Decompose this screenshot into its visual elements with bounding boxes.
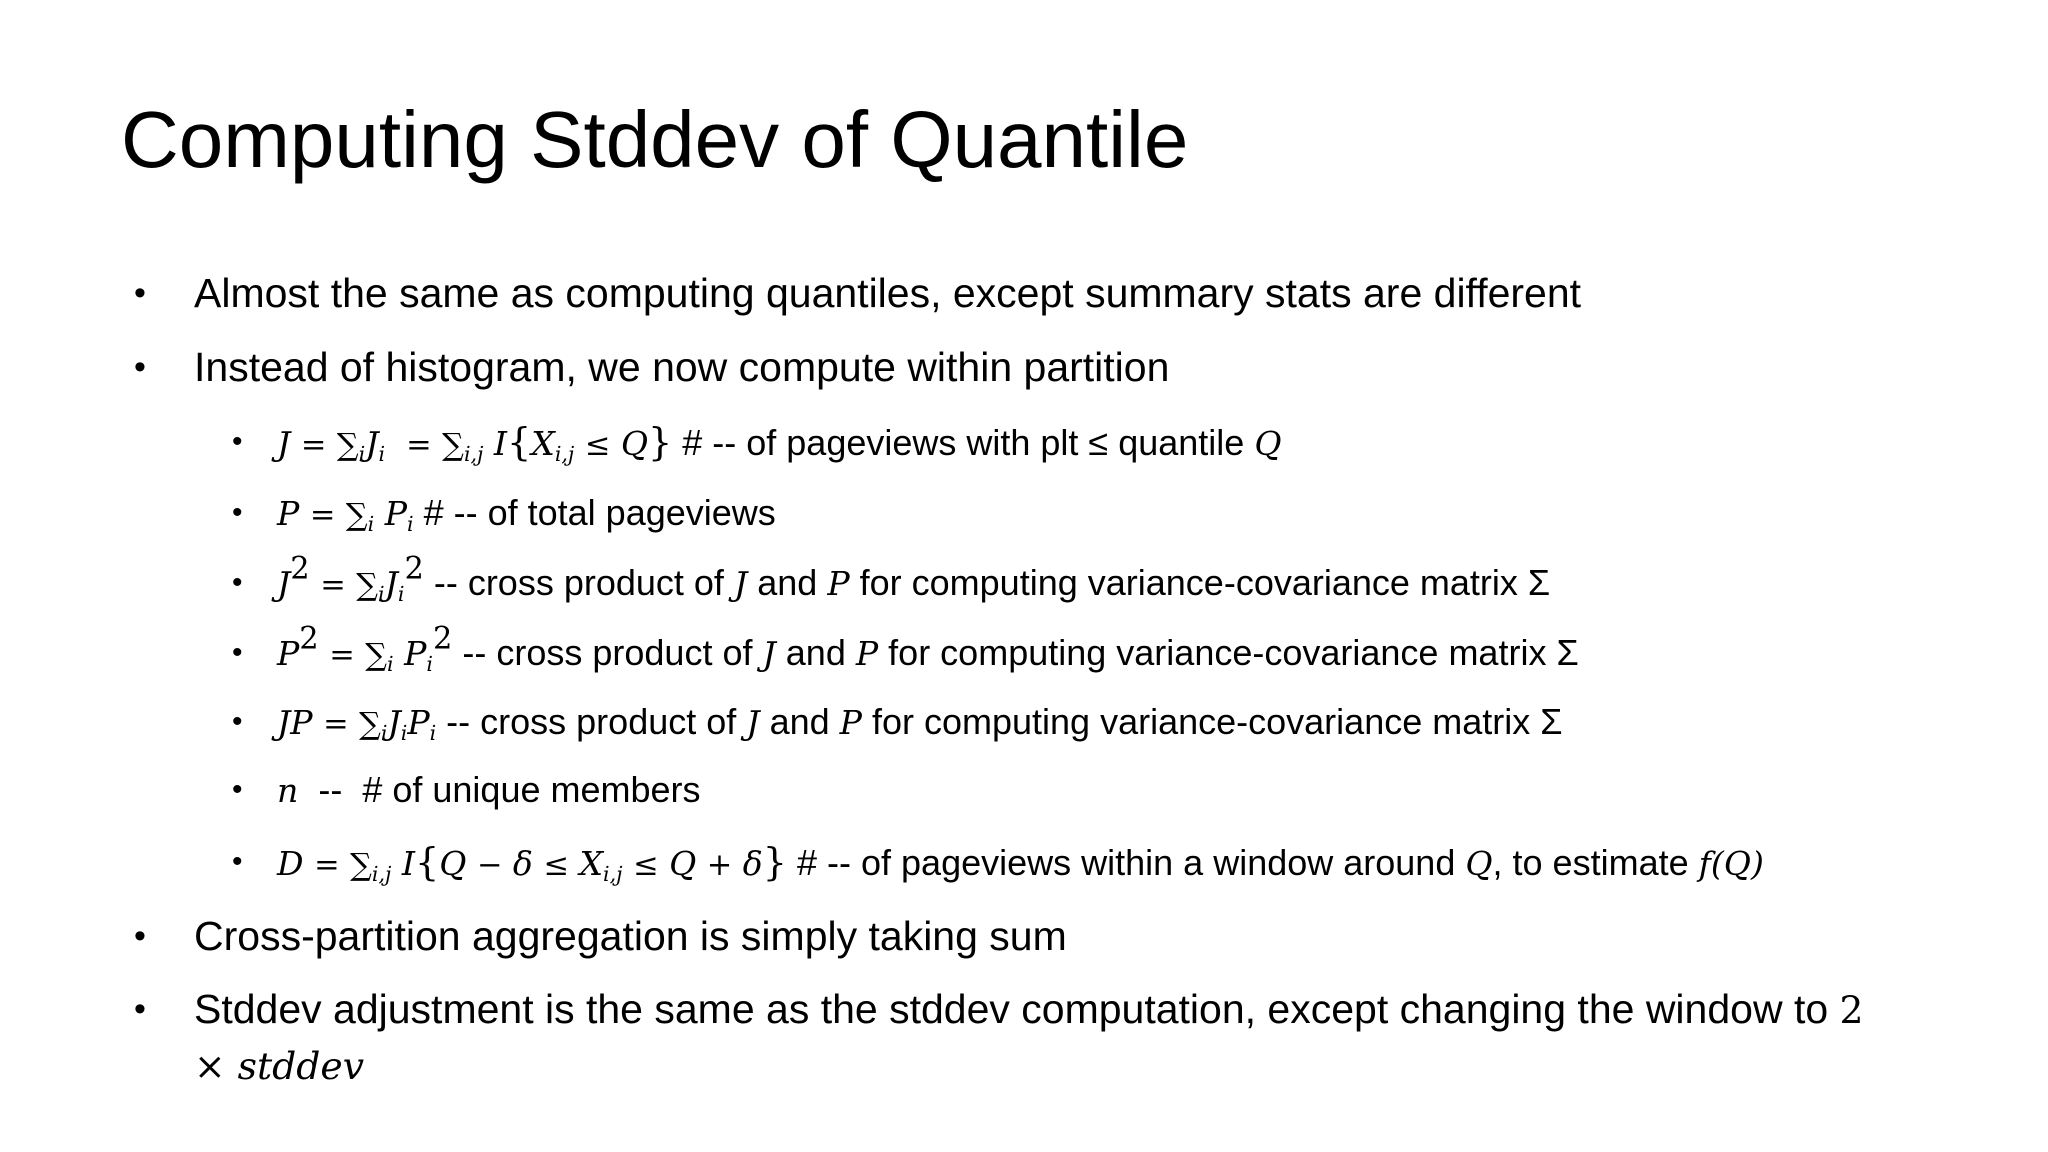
- formula-fq: f(Q): [1698, 844, 1764, 883]
- bullet-text: Cross-partition aggregation is simply taking sum: [194, 913, 1067, 959]
- variable-p: P: [855, 634, 879, 673]
- sub-bullet-content: [277, 416, 1281, 472]
- bullet-dot: •: [232, 705, 243, 738]
- bullet-dot: •: [232, 425, 243, 458]
- formula-jp: JP = $\sum_iJ_iP_i$: [277, 703, 437, 746]
- formula-p2: $P^2 = \sum_i$ $P_i^2$: [277, 621, 453, 677]
- variable-p: P: [839, 703, 862, 742]
- bullet-text: Instead of histogram, we now compute within partition: [194, 344, 1170, 390]
- formula-j: $J = \sum_iJ_i = \sum_{i,j}$ $I\{X_{i,j} \le Q\}$: [277, 420, 673, 467]
- slide-title: Computing Stddev of Quantile: [121, 95, 1189, 184]
- formula-j2: $J^2 = \sum_iJ_i^2$: [277, 551, 424, 607]
- variable-j: J: [746, 703, 760, 742]
- sub-bullet-text: -- cross product of: [446, 701, 737, 742]
- sub-bullet-text: # -- of pageviews with plt ≤ quantile: [682, 422, 1245, 463]
- sub-bullet-text: -- # of unique members: [308, 769, 701, 810]
- bullet-dot: •: [232, 773, 243, 806]
- sub-bullet-text: # -- of total pageviews: [423, 492, 776, 533]
- formula-d: $D = \sum_{i,j}$ $I\{Q - \delta \le X_{i,j} \le Q + \delta\}$: [277, 840, 787, 887]
- bullet-dot: •: [232, 636, 243, 669]
- bullet-continuation: [194, 1036, 364, 1095]
- sub-bullet-content: [277, 551, 1551, 612]
- sub-bullet-content: [277, 836, 1764, 892]
- variable-q: Q: [1254, 424, 1282, 463]
- sub-bullet-text: # -- of pageviews within a window around: [797, 842, 1456, 883]
- sub-bullet-content: [277, 696, 1563, 751]
- variable-j: J: [762, 634, 776, 673]
- sub-bullet-rest: for computing variance-covariance matrix Σ: [859, 562, 1551, 603]
- bullet-dot: •: [134, 274, 146, 312]
- variable-j: J: [733, 564, 748, 603]
- bullet-dot: •: [134, 917, 146, 955]
- variable-q: Q: [1465, 844, 1493, 883]
- bullet-dot: •: [232, 496, 243, 529]
- sub-bullet-and: and: [769, 701, 830, 742]
- bullet-dot: •: [134, 348, 146, 386]
- sub-bullet-content: [277, 764, 701, 817]
- bullet-text: Almost the same as computing quantiles, except summary stats are different: [194, 270, 1582, 316]
- sub-bullet-text: -- cross product of: [433, 562, 724, 603]
- variable-n: n: [277, 771, 299, 810]
- variable-p: P: [827, 564, 850, 603]
- bullet-dot: •: [232, 566, 243, 599]
- sub-bullet-rest: for computing variance-covariance matrix Σ: [888, 632, 1579, 673]
- formula-stddev: × stddev: [194, 1044, 365, 1088]
- bullet-text-main: Stddev adjustment is the same as the stddev computation, except changing the window to: [194, 986, 1829, 1032]
- sub-bullet-and: and: [785, 632, 846, 673]
- sub-bullet-content: [277, 621, 1579, 682]
- sub-bullet-text: -- cross product of: [462, 632, 753, 673]
- formula-p: $P = \sum_i$ $P_i$: [277, 494, 414, 537]
- sub-bullet-rest: , to estimate: [1492, 842, 1689, 883]
- bullet-dot: •: [134, 990, 146, 1028]
- sub-bullet-rest: for computing variance-covariance matrix Σ: [871, 701, 1563, 742]
- sub-bullet-and: and: [757, 562, 818, 603]
- bullet-dot: •: [232, 845, 243, 878]
- sub-bullet-content: [277, 487, 776, 542]
- window-multiplier: 2: [1839, 988, 1864, 1032]
- bullet-text: [194, 980, 1864, 1039]
